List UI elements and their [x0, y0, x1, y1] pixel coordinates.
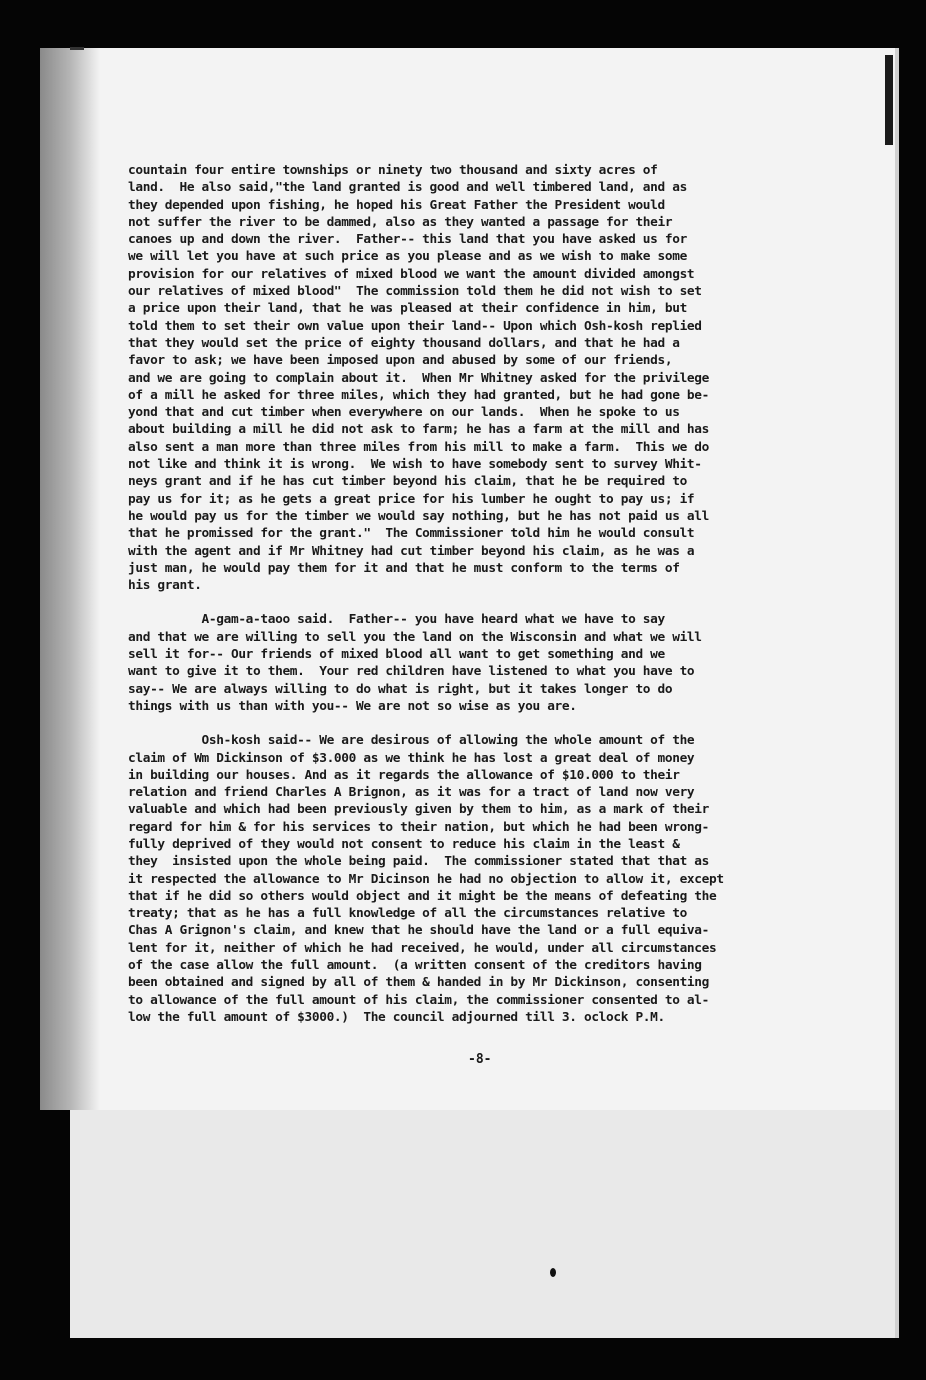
- paragraph-gap: [128, 715, 848, 732]
- text-line: and that we are willing to sell you the land on the Wisconsin and what we will: [128, 629, 702, 645]
- text-line: they depended upon fishing, he hoped his Great Father the President would: [128, 197, 665, 213]
- typed-text: [128, 162, 848, 1026]
- text-line: of the case allow the full amount. (a written consent of the creditors having: [128, 958, 702, 974]
- text-line: claim of Wm Dickinson of $3.000 as we think he has lost a great deal of money: [128, 750, 695, 766]
- text-line: about building a mill he did not ask to farm; he has a farm at the mill and has: [128, 422, 709, 438]
- text-line: not like and think it is wrong. We wish to have somebody sent to survey Whit-: [128, 457, 702, 473]
- text-line: to allowance of the full amount of his claim, the commissioner consented to al-: [128, 992, 709, 1008]
- text-line: he would pay us for the timber we would say nothing, but he has not paid us all: [128, 508, 709, 524]
- text-line: Chas A Grignon's claim, and knew that he should have the land or a full equiva-: [128, 923, 709, 939]
- text-line: not suffer the river to be dammed, also as they wanted a passage for their: [128, 214, 673, 230]
- text-line: a price upon their land, that he was pleased at their confidence in him, but: [128, 301, 687, 317]
- text-line: that if he did so others would object and it might be the means of defeating the: [128, 888, 717, 904]
- text-line: lent for it, neither of which he had received, he would, under all circumstances: [128, 940, 717, 956]
- paragraph-gap: [128, 594, 848, 611]
- text-line: been obtained and signed by all of them & handed in by Mr Dickinson, consenting: [128, 975, 709, 991]
- text-line: valuable and which had been previously given by them to him, as a mark of their: [128, 802, 709, 818]
- text-line: told them to set their own value upon their land-- Upon which Osh-kosh replied: [128, 318, 702, 334]
- text-line: they insisted upon the whole being paid. The commissioner stated that that as: [128, 854, 709, 870]
- ink-dot: [550, 1268, 556, 1277]
- text-line: favor to ask; we have been imposed upon and abused by some of our friends,: [128, 353, 673, 369]
- text-line: yond that and cut timber when everywhere on our lands. When he spoke to us: [128, 405, 680, 421]
- text-line: sell it for-- Our friends of mixed blood all want to get something and we: [128, 647, 665, 663]
- text-line: low the full amount of $3000.) The council adjourned till 3. oclock P.M.: [128, 1009, 665, 1025]
- text-line: we will let you have at such price as you please and as we wish to make some: [128, 249, 687, 265]
- text-line: in building our houses. And as it regards the allowance of $10.000 to their: [128, 767, 680, 783]
- text-line: treaty; that as he has a full knowledge of all the circumstances relative to: [128, 906, 687, 922]
- edge-mark: [885, 55, 893, 145]
- paragraph-3: [128, 732, 848, 1026]
- text-line: of a mill he asked for three miles, which they had granted, but he had gone be-: [128, 387, 709, 403]
- text-line: canoes up and down the river. Father-- this land that you have asked us for: [128, 232, 687, 248]
- paragraph-1: [128, 162, 848, 594]
- text-line: land. He also said,"the land granted is good and well timbered land, and as: [128, 180, 687, 196]
- page-number: -8-: [468, 1052, 492, 1067]
- text-line: that he promissed for the grant." The Commissioner told him he would consult: [128, 526, 695, 542]
- text-line: it respected the allowance to Mr Dicinson he had no objection to allow it, except: [128, 871, 724, 887]
- text-line: A-gam-a-taoo said. Father-- you have heard what we have to say: [128, 612, 665, 628]
- text-line: just man, he would pay them for it and that he must conform to the terms of: [128, 560, 680, 576]
- paragraph-2: [128, 611, 848, 715]
- page-shadow: [40, 48, 100, 1110]
- text-line: things with us than with you-- We are not so wise as you are.: [128, 698, 577, 714]
- text-line: want to give it to them. Your red children have listened to what you have to: [128, 664, 695, 680]
- text-line: say-- We are always willing to do what is right, but it takes longer to do: [128, 681, 673, 697]
- text-line: our relatives of mixed blood" The commission told them he did not wish to set: [128, 284, 702, 300]
- text-line: countain four entire townships or ninety two thousand and sixty acres of: [128, 163, 658, 178]
- text-line: and we are going to complain about it. When Mr Whitney asked for the privilege: [128, 370, 709, 386]
- text-line: neys grant and if he has cut timber beyond his claim, that he be required to: [128, 474, 687, 490]
- text-line: his grant.: [128, 578, 202, 594]
- corner-mark: [70, 47, 84, 50]
- text-line: with the agent and if Mr Whitney had cut timber beyond his claim, as he was a: [128, 543, 695, 559]
- text-line: that they would set the price of eighty thousand dollars, and that he had a: [128, 335, 680, 351]
- text-line: regard for him & for his services to their nation, but which he had been wrong-: [128, 819, 709, 835]
- text-line: also sent a man more than three miles from his mill to make a farm. This we do: [128, 439, 709, 455]
- text-line: provision for our relatives of mixed blood we want the amount divided amongst: [128, 266, 695, 282]
- text-line: fully deprived of they would not consent to reduce his claim in the least &: [128, 836, 680, 852]
- text-line: pay us for it; as he gets a great price for his lumber he ought to pay us; if: [128, 491, 695, 507]
- page-lower-area: [70, 1110, 895, 1338]
- text-line: relation and friend Charles A Brignon, as it was for a tract of land now very: [128, 785, 695, 801]
- text-line: Osh-kosh said-- We are desirous of allowing the whole amount of the: [128, 733, 695, 749]
